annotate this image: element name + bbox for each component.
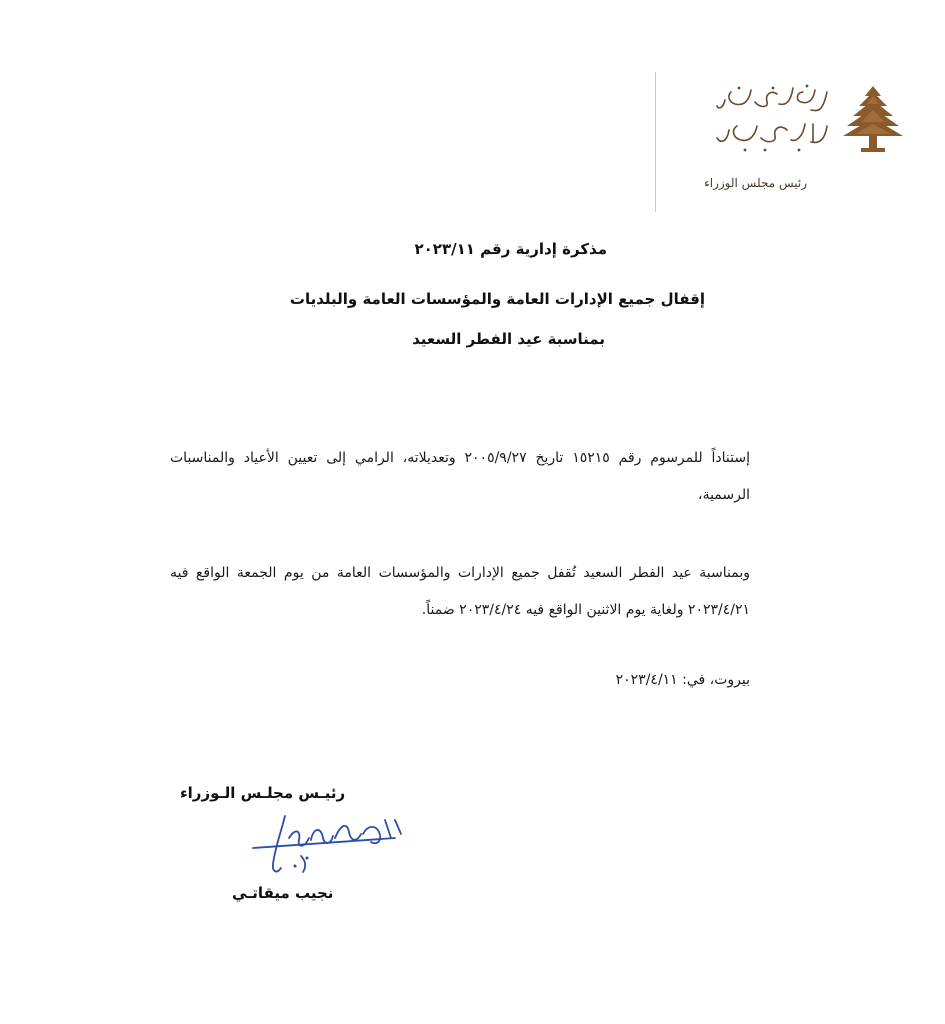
letterhead	[655, 72, 905, 212]
body-paragraph-1: إستناداً للمرسوم رقم ١٥٢١٥ تاريخ ٢٠٠٥/٩/٢٧ وتعديلاته، الرامي إلى تعيين الأعياد والمناسبات الرسمية،	[170, 450, 750, 503]
signatory-name: نجيب ميقاتـي	[232, 884, 334, 902]
body-paragraph-2: وبمناسبة عيد الفطر السعيد تُقفل جميع الإدارات والمؤسسات العامة من يوم الجمعة الواقع فيه ٢٠٢٣/٤/٢١ ولغاية يوم الاثنين الواقع فيه ٢٠٢٣/٤/٢٤ ضمناً.	[170, 565, 750, 618]
letterhead-divider	[655, 72, 656, 212]
memo-number: مذكرة إدارية رقم ٢٠٢٣/١١	[414, 240, 607, 258]
cedar-icon	[841, 84, 905, 156]
place-and-date: بيروت، في: ٢٠٢٣/٤/١١	[615, 672, 750, 688]
memo-subject-line-2: بمناسبة عيد الفطر السعيد	[412, 330, 605, 348]
letterhead-office-title: رئيس مجلس الوزراء	[704, 176, 807, 190]
signatory-title: رئيـس مجلـس الـوزراء	[180, 784, 346, 802]
handwritten-signature	[245, 808, 420, 880]
republic-calligraphy-logo	[715, 80, 835, 160]
memo-subject-line-1: إقفال جميع الإدارات العامة والمؤسسات العامة والبلديات	[289, 290, 705, 308]
